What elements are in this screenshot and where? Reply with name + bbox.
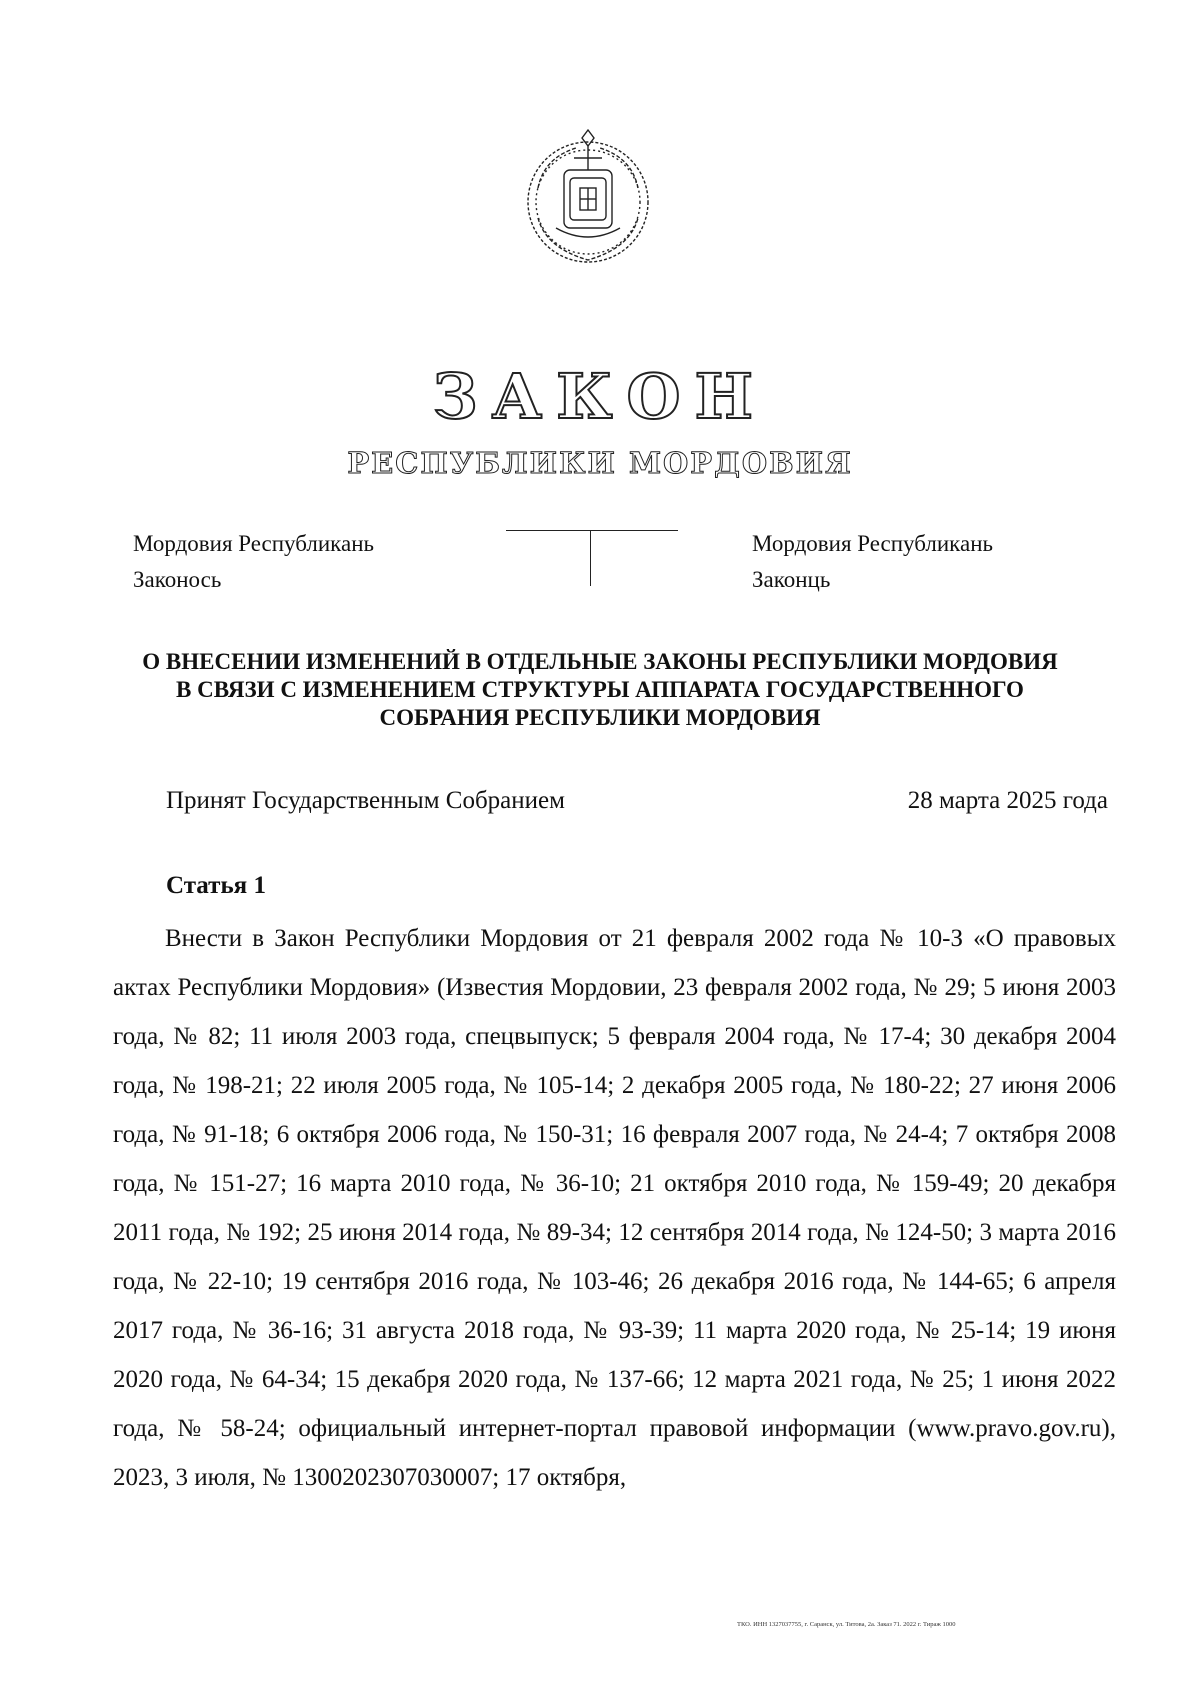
registration-tick xyxy=(590,530,591,586)
law-heading-line1: О ВНЕСЕНИИ ИЗМЕНЕНИЙ В ОТДЕЛЬНЫЕ ЗАКОНЫ РЕСПУБЛИКИ МОРДОВИЯ xyxy=(142,649,1058,674)
print-note: ТКО. ИНН 1327037755, г. Саранск, ул. Титова, 2а. Заказ 71. 2022 г. Тираж 1000 xyxy=(737,1621,956,1628)
article-title: Статья 1 xyxy=(166,872,266,899)
law-heading xyxy=(100,648,1100,732)
moksha-title-line1: Мордовия Республикань xyxy=(133,531,375,556)
registration-line xyxy=(506,530,678,531)
law-heading-line2: В СВЯЗИ С ИЗМЕНЕНИЕМ СТРУКТУРЫ АППАРАТА ГОСУДАРСТВЕННОГО xyxy=(176,677,1024,702)
law-subtitle: РЕСПУБЛИКИ МОРДОВИЯ xyxy=(347,446,853,480)
law-title: ЗАКОН xyxy=(432,360,768,433)
adopted-date: 28 марта 2025 года xyxy=(907,787,1108,814)
erzya-title-block xyxy=(752,526,993,598)
law-heading-line3: СОБРАНИЯ РЕСПУБЛИКИ МОРДОВИЯ xyxy=(379,705,821,730)
coat-of-arms-icon xyxy=(516,128,660,268)
moksha-title-line2: Законось xyxy=(133,567,222,592)
erzya-title-line2: Законць xyxy=(752,567,831,592)
adopted-label: Принят Государственным Собранием xyxy=(166,787,565,814)
article-text: Внести в Закон Республики Мордовия от 21 февраля 2002 года № 10-З «О правовых актах Республики Мордовия» (Известия Мордовии, 23 февраля 2002 года, № 29; 5 июня 2003 года, № 82; 11 июля 2003 года, спецвыпуск; 5 февраля 2004 года, № 17-4; 30 декабря 2004 года, № 198-21; 22 июля 2005 года, № 105-14; 2 декабря 2005 года, № 180-22; 27 июня 2006 года, № 91-18; 6 октября 2006 года, № 150-31; 16 февраля 2007 года, № 24-4; 7 октября 2008 года, № 151-27; 16 марта 2010 года, № 36-10; 21 октября 2010 года, № 159-49; 20 декабря 2011 года, № 192; 25 июня 2014 года, № 89-34; 12 сентября 2014 года, № 124-50; 3 марта 2016 года, № 22-10; 19 сентября 2016 года, № 103-46; 26 декабря 2016 года, № 144-65; 6 апреля 2017 года, № 36-16; 31 августа 2018 года, № 93-39; 11 марта 2020 года, № 25-14; 19 июня 2020 года, № 64-34; 15 декабря 2020 года, № 137-66; 12 марта 2021 года, № 25; 1 июня 2022 года, № 58-24; официальный интернет-портал правовой информации (www.pravo.gov.ru), 2023, 3 июля, № 1300202307030007; 17 октября, xyxy=(113,925,1116,1491)
moksha-title-block xyxy=(133,526,374,598)
erzya-title-line1: Мордовия Республикань xyxy=(752,531,994,556)
